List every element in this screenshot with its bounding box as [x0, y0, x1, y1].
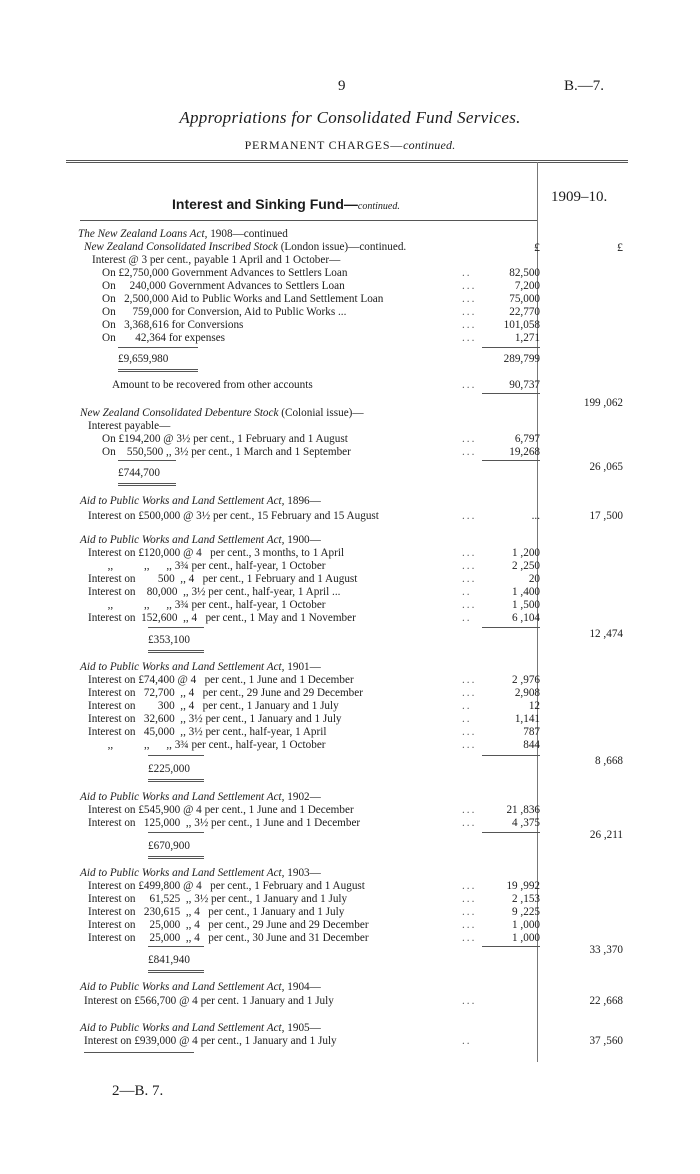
leader-dots: ...: [462, 995, 477, 1007]
line-label: £744,700: [118, 467, 160, 479]
subtotal-rule: [482, 393, 540, 394]
leader-dots: ...: [462, 739, 477, 751]
schedule-line: [0, 762, 700, 776]
act-title: Aid to Public Works and Land Settlement Act,: [80, 867, 285, 879]
line-label: £670,900: [148, 840, 190, 852]
leader-dots: ...: [462, 817, 477, 829]
schedule-line: [0, 918, 700, 932]
schedule-line: [0, 879, 700, 893]
line-label: [84, 240, 406, 254]
subtotal-underline: [148, 650, 204, 651]
schedule-line: [0, 559, 700, 573]
line-label: On 240,000 Government Advances to Settlers Loan: [102, 280, 345, 292]
leader-dots: ..: [462, 612, 472, 624]
page-title: Appropriations for Consolidated Fund Services.: [179, 108, 521, 127]
line-label: Interest on £499,800 @ 4 per cent., 1 February and 1 August: [88, 880, 365, 892]
leader-dots: ...: [462, 446, 477, 458]
act-title: The New Zealand Loans Act,: [78, 228, 208, 240]
schedule-line: [0, 227, 700, 241]
total-amount: 12 ,474: [589, 628, 623, 640]
act-title: Aid to Public Works and Land Settlement Act,: [80, 791, 285, 803]
subtitle-continued: continued.: [403, 138, 456, 152]
schedule-line: [0, 406, 700, 420]
act-detail: 1901—: [284, 661, 321, 673]
detail-amount: 2 ,976: [512, 674, 540, 686]
schedule-line: [0, 673, 700, 687]
line-label: Interest on 72,700 ,, 4 per cent., 29 June and 29 December: [88, 687, 363, 699]
leader-dots: ...: [462, 280, 477, 292]
schedule-line: [0, 318, 700, 332]
schedule-line: [0, 1021, 700, 1035]
subtotal-rule: [482, 627, 540, 628]
line-label: On £194,200 @ 3½ per cent., 1 February and 1 August: [102, 433, 348, 445]
line-label: Interest on £74,400 @ 4 per cent., 1 June and 1 December: [88, 674, 354, 686]
schedule-line: [0, 292, 700, 306]
line-label: [80, 980, 321, 994]
detail-amount: 2,908: [514, 687, 540, 699]
page-subtitle: [0, 138, 700, 153]
schedule-line: [0, 572, 700, 586]
act-title: Aid to Public Works and Land Settlement Act,: [80, 661, 285, 673]
line-label: [80, 660, 321, 674]
detail-amount: 75,000: [509, 293, 540, 305]
detail-amount: 844: [523, 739, 540, 751]
leader-dots: ...: [462, 880, 477, 892]
leader-dots: ...: [462, 379, 477, 391]
act-detail: 1905—: [284, 1022, 321, 1034]
top-rule-2: [66, 162, 628, 163]
subtotal-underline: [148, 856, 204, 857]
total-amount: 33 ,370: [589, 944, 623, 956]
detail-amount: 4 ,375: [512, 817, 540, 829]
act-detail: 1896—: [284, 495, 321, 507]
total-amount: 8 ,668: [595, 755, 623, 767]
line-label: [80, 1021, 321, 1035]
leader-dots: ...: [462, 332, 477, 344]
section-heading-text: Interest and Sinking Fund—: [172, 196, 358, 212]
line-label: Interest on 80,000 ,, 3½ per cent., half-year, 1 April ...: [88, 586, 341, 598]
line-label: Interest payable—: [88, 420, 171, 432]
act-detail: 1902—: [284, 791, 321, 803]
line-label: ,, ,, ,, 3¾ per cent., half-year, 1 October: [88, 599, 326, 611]
schedule-line: [0, 994, 700, 1008]
schedule-line: [0, 953, 700, 967]
line-label: Interest on £939,000 @ 4 per cent., 1 January and 1 July: [84, 1035, 337, 1047]
bottom-rule: [84, 1052, 194, 1053]
leader-dots: ...: [462, 293, 477, 305]
total-amount: 22 ,668: [589, 995, 623, 1007]
schedule-line: [0, 352, 700, 366]
detail-amount: 9 ,225: [512, 906, 540, 918]
subtotal-rule: [148, 755, 204, 756]
leader-dots: ..: [462, 1035, 472, 1047]
act-title: Aid to Public Works and Land Settlement Act,: [80, 981, 285, 993]
line-label: [80, 533, 321, 547]
subtotal-rule: [482, 460, 540, 461]
line-label: On £2,750,000 Government Advances to Settlers Loan: [102, 267, 348, 279]
signature-footer: 2—B. 7.: [112, 1083, 164, 1099]
schedule-line: [0, 466, 700, 480]
leader-dots: ..: [462, 586, 472, 598]
detail-amount: 1,141: [514, 713, 540, 725]
subtotal-rule: [118, 347, 198, 348]
act-detail: (London issue)—continued.: [277, 241, 407, 253]
section-heading: [172, 196, 400, 212]
act-detail: 1904—: [284, 981, 321, 993]
detail-amount: 20: [528, 573, 540, 585]
detail-amount: 2 ,250: [512, 560, 540, 572]
subtotal-rule: [482, 755, 540, 756]
leader-dots: ...: [462, 573, 477, 585]
schedule-line: [0, 905, 700, 919]
schedule-line: [0, 546, 700, 560]
line-label: Interest @ 3 per cent., payable 1 April and 1 October—: [92, 254, 341, 266]
schedule-line: [0, 253, 700, 267]
line-label: [78, 227, 288, 241]
line-label: Interest on 25,000 ,, 4 per cent., 29 June and 29 December: [88, 919, 369, 931]
detail-amount: 82,500: [509, 267, 540, 279]
schedule-line: [0, 509, 700, 523]
act-detail: 1908—continued: [207, 228, 288, 240]
detail-amount: 19,268: [509, 446, 540, 458]
detail-amount: 1 ,000: [512, 919, 540, 931]
schedule-line: [0, 866, 700, 880]
act-title: Aid to Public Works and Land Settlement Act,: [80, 495, 285, 507]
schedule-line: [0, 533, 700, 547]
line-label: Interest on 125,000 ,, 3½ per cent., 1 June and 1 December: [88, 817, 361, 829]
detail-amount: 7,200: [514, 280, 540, 292]
line-label: Interest on 300 ,, 4 per cent., 1 January and 1 July: [88, 700, 339, 712]
subtotal-rule: [482, 347, 540, 348]
heading-rule: [80, 220, 537, 221]
leader-dots: ...: [462, 906, 477, 918]
detail-amount: £: [534, 240, 540, 254]
act-detail: 1900—: [284, 534, 321, 546]
subtotal-rule: [482, 832, 540, 833]
line-label: Interest on 152,600 ,, 4 per cent., 1 May and 1 November: [88, 612, 356, 624]
line-label: ,, ,, ,, 3¾ per cent., half-year, 1 October: [88, 739, 326, 751]
line-label: Interest on £500,000 @ 3½ per cent., 15 February and 15 August: [88, 510, 379, 522]
detail-amount: 1,271: [514, 332, 540, 344]
schedule-line: [0, 331, 700, 345]
schedule-line: [0, 712, 700, 726]
line-label: On 759,000 for Conversion, Aid to Public Works ...: [102, 306, 347, 318]
line-label: Interest on 230,615 ,, 4 per cent., 1 January and 1 July: [88, 906, 345, 918]
page-number: 9: [338, 78, 346, 94]
schedule-line: [0, 738, 700, 752]
act-detail: 1903—: [284, 867, 321, 879]
line-label: ,, ,, ,, 3¾ per cent., half-year, 1 October: [88, 560, 326, 572]
subtotal-underline: [118, 371, 198, 372]
leader-dots: ...: [462, 726, 477, 738]
line-label: [80, 406, 364, 420]
leader-dots: ...: [462, 893, 477, 905]
detail-amount: 21 ,836: [506, 804, 540, 816]
leader-dots: ...: [462, 599, 477, 611]
line-label: Interest on 500 ,, 4 per cent., 1 February and 1 August: [88, 573, 358, 585]
subtitle-main: PERMANENT CHARGES—: [244, 138, 404, 152]
total-amount: £: [617, 240, 623, 254]
total-amount: 26 ,065: [589, 461, 623, 473]
detail-amount: 2 ,153: [512, 893, 540, 905]
line-label: Interest on £120,000 @ 4 per cent., 3 months, to 1 April: [88, 547, 345, 559]
leader-dots: ...: [462, 510, 477, 522]
leader-dots: ...: [462, 687, 477, 699]
line-label: Interest on 61,525 ,, 3½ per cent., 1 January and 1 July: [88, 893, 348, 905]
subtotal-rule: [148, 946, 204, 947]
schedule-line: [0, 892, 700, 906]
schedule-line: [0, 240, 700, 254]
leader-dots: ...: [462, 804, 477, 816]
schedule-line: [0, 660, 700, 674]
schedule-line: [0, 378, 700, 392]
detail-amount: 101,058: [503, 319, 540, 331]
line-label: On 3,368,616 for Conversions: [102, 319, 244, 331]
line-label: £841,940: [148, 954, 190, 966]
schedule-line: [0, 839, 700, 853]
detail-amount: 787: [523, 726, 540, 738]
schedule-line: [0, 305, 700, 319]
leader-dots: ...: [462, 319, 477, 331]
line-label: On 42,364 for expenses: [102, 332, 226, 344]
detail-amount: 12: [528, 700, 540, 712]
subtotal-underline: [148, 781, 204, 782]
schedule-line: [0, 266, 700, 280]
detail-amount: ...: [531, 510, 540, 522]
leader-dots: ..: [462, 700, 472, 712]
detail-amount: 1 ,400: [512, 586, 540, 598]
schedule-line: [0, 1034, 700, 1048]
schedule-line: [0, 699, 700, 713]
leader-dots: ...: [462, 560, 477, 572]
schedule-line: [0, 633, 700, 647]
act-title: Aid to Public Works and Land Settlement Act,: [80, 1022, 285, 1034]
year-column-header: 1909–10.: [551, 189, 608, 205]
detail-amount: 6 ,104: [512, 612, 540, 624]
detail-amount: 6,797: [514, 433, 540, 445]
subtotal-underline: [118, 369, 198, 370]
detail-amount: 90,737: [509, 379, 540, 391]
line-label: [80, 790, 321, 804]
line-label: £225,000: [148, 763, 190, 775]
subtotal-underline: [148, 779, 204, 780]
act-title: New Zealand Consolidated Inscribed Stock: [84, 241, 278, 253]
line-label: On 2,500,000 Aid to Public Works and Land Settlement Loan: [102, 293, 384, 305]
schedule-line: [0, 790, 700, 804]
total-amount: 37 ,560: [589, 1035, 623, 1047]
subtotal-underline: [148, 972, 204, 973]
schedule-line: [0, 980, 700, 994]
line-label: £9,659,980: [118, 353, 169, 365]
top-rule: [66, 160, 628, 161]
leader-dots: ..: [462, 267, 472, 279]
line-label: On 550,500 ,, 3½ per cent., 1 March and 1 September: [102, 446, 351, 458]
detail-amount: 289,799: [503, 353, 540, 365]
subtotal-underline: [148, 970, 204, 971]
subtotal-rule: [118, 460, 176, 461]
leader-dots: ..: [462, 713, 472, 725]
act-detail: (Colonial issue)—: [278, 407, 364, 419]
line-label: Interest on 45,000 ,, 3½ per cent., half-year, 1 April: [88, 726, 327, 738]
total-amount: 26 ,211: [589, 829, 623, 841]
schedule-line: [0, 445, 700, 459]
detail-amount: 1 ,000: [512, 932, 540, 944]
leader-dots: ...: [462, 919, 477, 931]
schedule-line: [0, 419, 700, 433]
leader-dots: ...: [462, 674, 477, 686]
subtotal-rule: [148, 832, 204, 833]
schedule-line: [0, 686, 700, 700]
line-label: [80, 494, 321, 508]
subtotal-underline: [148, 858, 204, 859]
subtotal-underline: [118, 485, 176, 486]
detail-amount: 22,770: [509, 306, 540, 318]
schedule-line: [0, 611, 700, 625]
schedule-line: [0, 598, 700, 612]
subtotal-underline: [148, 652, 204, 653]
line-label: Interest on £545,900 @ 4 per cent., 1 June and 1 December: [88, 804, 354, 816]
line-label: Interest on £566,700 @ 4 per cent. 1 January and 1 July: [84, 995, 334, 1007]
line-label: £353,100: [148, 634, 190, 646]
total-amount: 17 ,500: [589, 510, 623, 522]
section-heading-continued: continued.: [357, 201, 400, 212]
schedule-line: [0, 585, 700, 599]
act-title: New Zealand Consolidated Debenture Stock: [80, 407, 279, 419]
schedule-line: [0, 432, 700, 446]
leader-dots: ...: [462, 932, 477, 944]
act-title: Aid to Public Works and Land Settlement Act,: [80, 534, 285, 546]
detail-amount: 1 ,200: [512, 547, 540, 559]
detail-amount: 1 ,500: [512, 599, 540, 611]
schedule-line: [0, 279, 700, 293]
subtotal-rule: [482, 946, 540, 947]
leader-dots: ...: [462, 433, 477, 445]
line-label: Interest on 32,600 ,, 3½ per cent., 1 January and 1 July: [88, 713, 342, 725]
schedule-line: [0, 494, 700, 508]
line-label: Interest on 25,000 ,, 4 per cent., 30 June and 31 December: [88, 932, 369, 944]
leader-dots: ...: [462, 306, 477, 318]
subtotal-rule: [148, 627, 204, 628]
schedule-line: [0, 803, 700, 817]
schedule-line: [0, 725, 700, 739]
paper-reference: B.—7.: [563, 78, 604, 94]
leader-dots: ...: [462, 547, 477, 559]
line-label: [80, 866, 321, 880]
total-amount: 199 ,062: [583, 397, 623, 409]
detail-amount: 19 ,992: [506, 880, 540, 892]
subtotal-underline: [118, 483, 176, 484]
line-label: Amount to be recovered from other accounts: [112, 379, 313, 391]
